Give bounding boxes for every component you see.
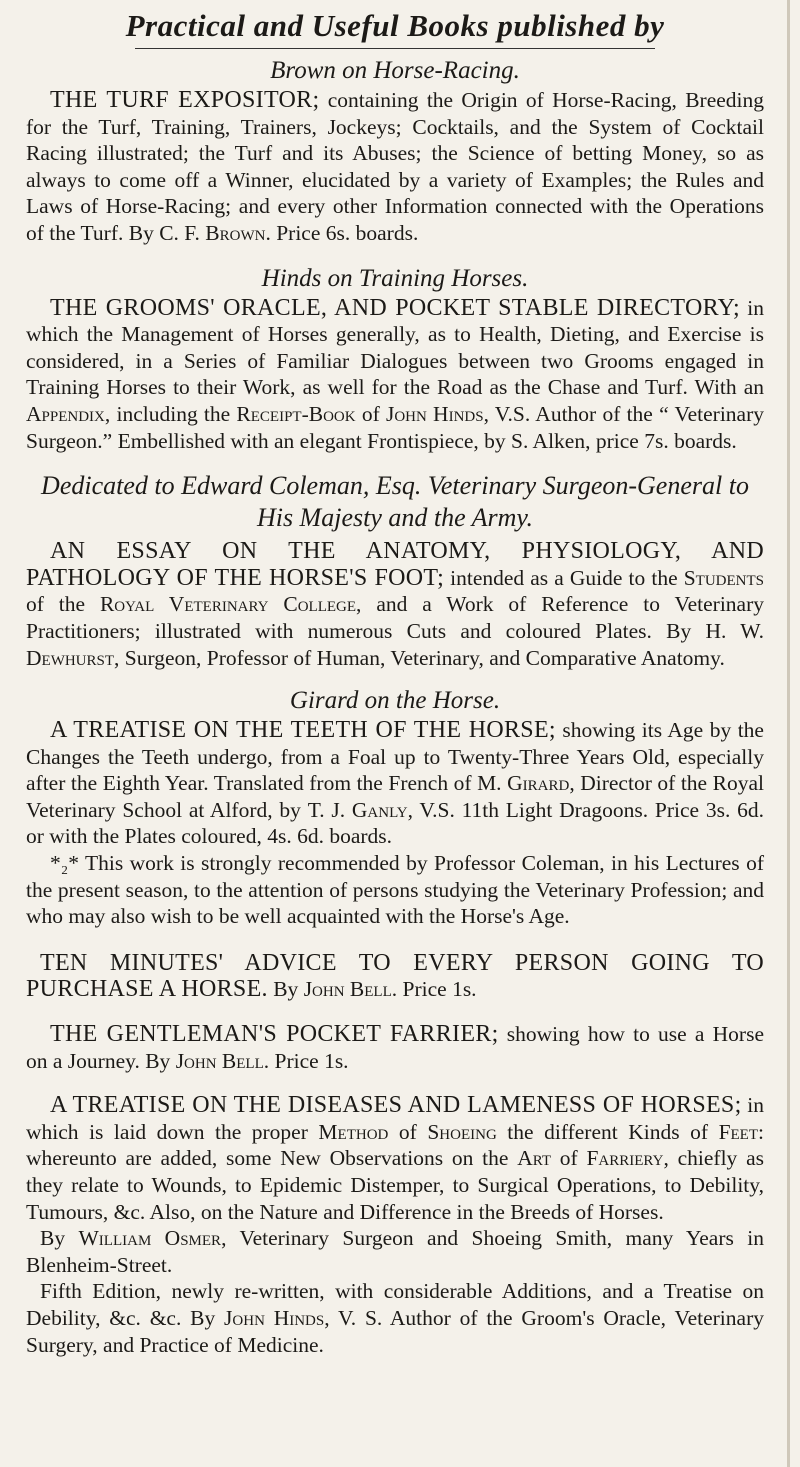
entry-text-3: , and a Work of Reference to Veterinary Practitioners; illustrated with numerous Cuts and coloured Plates. By <box>26 592 764 643</box>
entry-tail: Price 1s. <box>397 977 477 1002</box>
entry-shoeing: Shoeing <box>427 1119 497 1144</box>
by-suffix: , Veterinary Surgeon and Shoeing Smith, many Years in Blenheim-Street. <box>26 1226 765 1277</box>
by-prefix: By <box>40 1226 79 1251</box>
entry-body <box>26 950 764 1003</box>
entry-body <box>26 295 764 455</box>
entry-tail: , V.S. 11th Light Dragoons. Price 3s. 6d. or with the Plates coloured, 4s. 6d. boards. <box>26 797 765 849</box>
entry-feet: Feet <box>718 1119 759 1144</box>
entry-tail: Price 1s. <box>269 1048 349 1073</box>
entry-horses-foot <box>26 470 764 671</box>
entry-text: By <box>267 977 304 1002</box>
entry-grooms-oracle <box>26 263 764 455</box>
entry-text: in which is laid down the proper <box>26 1093 764 1144</box>
entry-ten-minutes-advice <box>26 950 764 1003</box>
entry-author: John Hinds <box>385 401 484 426</box>
entry-text-2: , Director of the Royal Veterinary School at Alford, by <box>26 771 764 822</box>
entry-text: intended as a Guide to the <box>444 565 684 590</box>
entry-fifth-edition <box>26 1278 764 1358</box>
entry-girard: Girard <box>507 771 570 796</box>
entry-author: C. F. Brown. <box>159 220 271 245</box>
entry-title: TEN MINUTES' ADVICE TO EVERY PERSON GOING TO PURCHASE A HORSE. <box>26 949 764 1003</box>
entry-text-3: of <box>355 401 386 426</box>
entry-by-line <box>26 1225 764 1278</box>
entry-pocket-farrier <box>26 1021 764 1074</box>
entry-author: William Osmer <box>78 1226 222 1251</box>
entry-body <box>26 87 764 247</box>
entry-text: showing its Age by the Changes the Teeth undergo, from a Foal up to Twenty-Three Years Old, especially after the Eighth Year. Translated from the French of M. <box>26 718 764 796</box>
entry-text-6: , chiefly as they relate to Wounds, to Epidemic Distemper, to Surgical Operations, to Debility, Tumours, &c. Also, on the Nature and Difference in the Breeds of Horses. <box>26 1146 764 1224</box>
entry-body <box>26 1092 764 1225</box>
entry-text-5: of <box>550 1146 587 1171</box>
entry-farriery: Farriery <box>586 1146 664 1171</box>
entry-diseases-lameness <box>26 1092 764 1358</box>
entry-body <box>26 717 764 850</box>
entry-subhead: Hinds on Training Horses. <box>261 264 529 292</box>
entry-tail: , Surgeon, Professor of Human, Veterinary, and Comparative Anatomy. <box>114 645 725 670</box>
entry-body <box>26 538 764 671</box>
entry-method: Method <box>318 1119 389 1144</box>
entry-author: H. W. Dewhurst <box>26 618 764 670</box>
entry-title: A TREATISE ON THE TEETH OF THE HORSE; <box>50 717 556 744</box>
entry-author: John Bell. <box>175 1048 270 1073</box>
entry-subhead: Girard on the Horse. <box>289 687 501 715</box>
entry-students: Students <box>683 565 764 590</box>
entry-text: showing how to use a Horse on a Journey. By <box>26 1022 764 1073</box>
entry-tail: Price 6s. boards. <box>270 220 419 245</box>
page-edge <box>787 0 790 1467</box>
entry-text-3: the different Kinds of <box>496 1119 719 1144</box>
entry-tail: , V.S. Author of the “ Veterinary Surgeon.” Embellished with an elegant Frontispiece, by S. Alken, price 7s. boards. <box>26 401 764 453</box>
fifth-prefix: Fifth Edition, newly re-written, with considerable Additions, and a Treatise on Debility, &c. &c. By <box>26 1279 764 1330</box>
entry-text: in which the Management of Horses generally, as to Health, Dieting, and Exercise is considered, in a Series of Familiar Dialogues between two Grooms engaged in Training Horses to their Work, as well for the Road as the Chase and Turf. With an <box>26 295 764 400</box>
entry-text-2: of the <box>26 592 100 617</box>
entry-text-2: , including the <box>104 401 237 426</box>
entry-receipt-book: Receipt-Book <box>236 401 356 426</box>
running-head: Practical and Useful Books published by <box>125 8 665 43</box>
entry-text-2: of <box>388 1119 428 1144</box>
entry-author: T. J. Ganly <box>307 797 408 822</box>
entry-appendix: Appendix <box>26 401 105 426</box>
entry-turf-expositor <box>26 55 764 247</box>
entry-author-2: John Hinds <box>224 1305 325 1330</box>
entry-title: THE GROOMS' ORACLE, AND POCKET STABLE DIRECTORY; <box>50 294 740 321</box>
entry-body <box>26 1021 764 1074</box>
entry-teeth-of-horse <box>26 685 764 930</box>
entry-title: THE TURF EXPOSITOR; <box>50 87 320 113</box>
entry-text: containing the Origin of Horse-Racing, Breeding for the Turf, Training, Trainers, Jockeys; Cocktails, and the System of Cocktail Racing illustrated; the Turf and its Abuses; the Science of betting Money, so as always to come off a Winner, elucidated by a variety of Examples; the Rules and Laws of Horse-Racing; and every other Information connected with the Operations of the Turf. By <box>26 88 765 245</box>
entry-art: Art <box>517 1146 551 1171</box>
header-rule <box>135 48 655 49</box>
entry-subhead: Dedicated to Edward Coleman, Esq. Veterinary Surgeon-General to His Majesty and the Army. <box>41 471 749 533</box>
entry-college: Royal Veterinary College <box>99 592 357 617</box>
entry-author: John Bell. <box>303 977 398 1002</box>
entry-title: A TREATISE ON THE DISEASES AND LAMENESS OF HORSES; <box>50 1092 742 1119</box>
entry-subhead: Brown on Horse-Racing. <box>270 57 520 84</box>
entry-title: AN ESSAY ON THE ANATOMY, PHYSIOLOGY, AND PATHOLOGY OF THE HORSE'S FOOT; <box>26 538 764 591</box>
fifth-suffix: , V. S. Author of the Groom's Oracle, Veterinary Surgery, and Practice of Medicine. <box>26 1305 764 1357</box>
entry-title: THE GENTLEMAN'S POCKET FARRIER; <box>50 1021 499 1048</box>
entry-text-4: : whereunto are added, some New Observations on the <box>26 1119 764 1171</box>
entry-note: *₂* This work is strongly recommended by Professor Coleman, in his Lectures of the present season, to the attention of persons studying the Veterinary Profession; and who may also wish to be well acquainted with the Horse's Age. <box>26 851 764 929</box>
